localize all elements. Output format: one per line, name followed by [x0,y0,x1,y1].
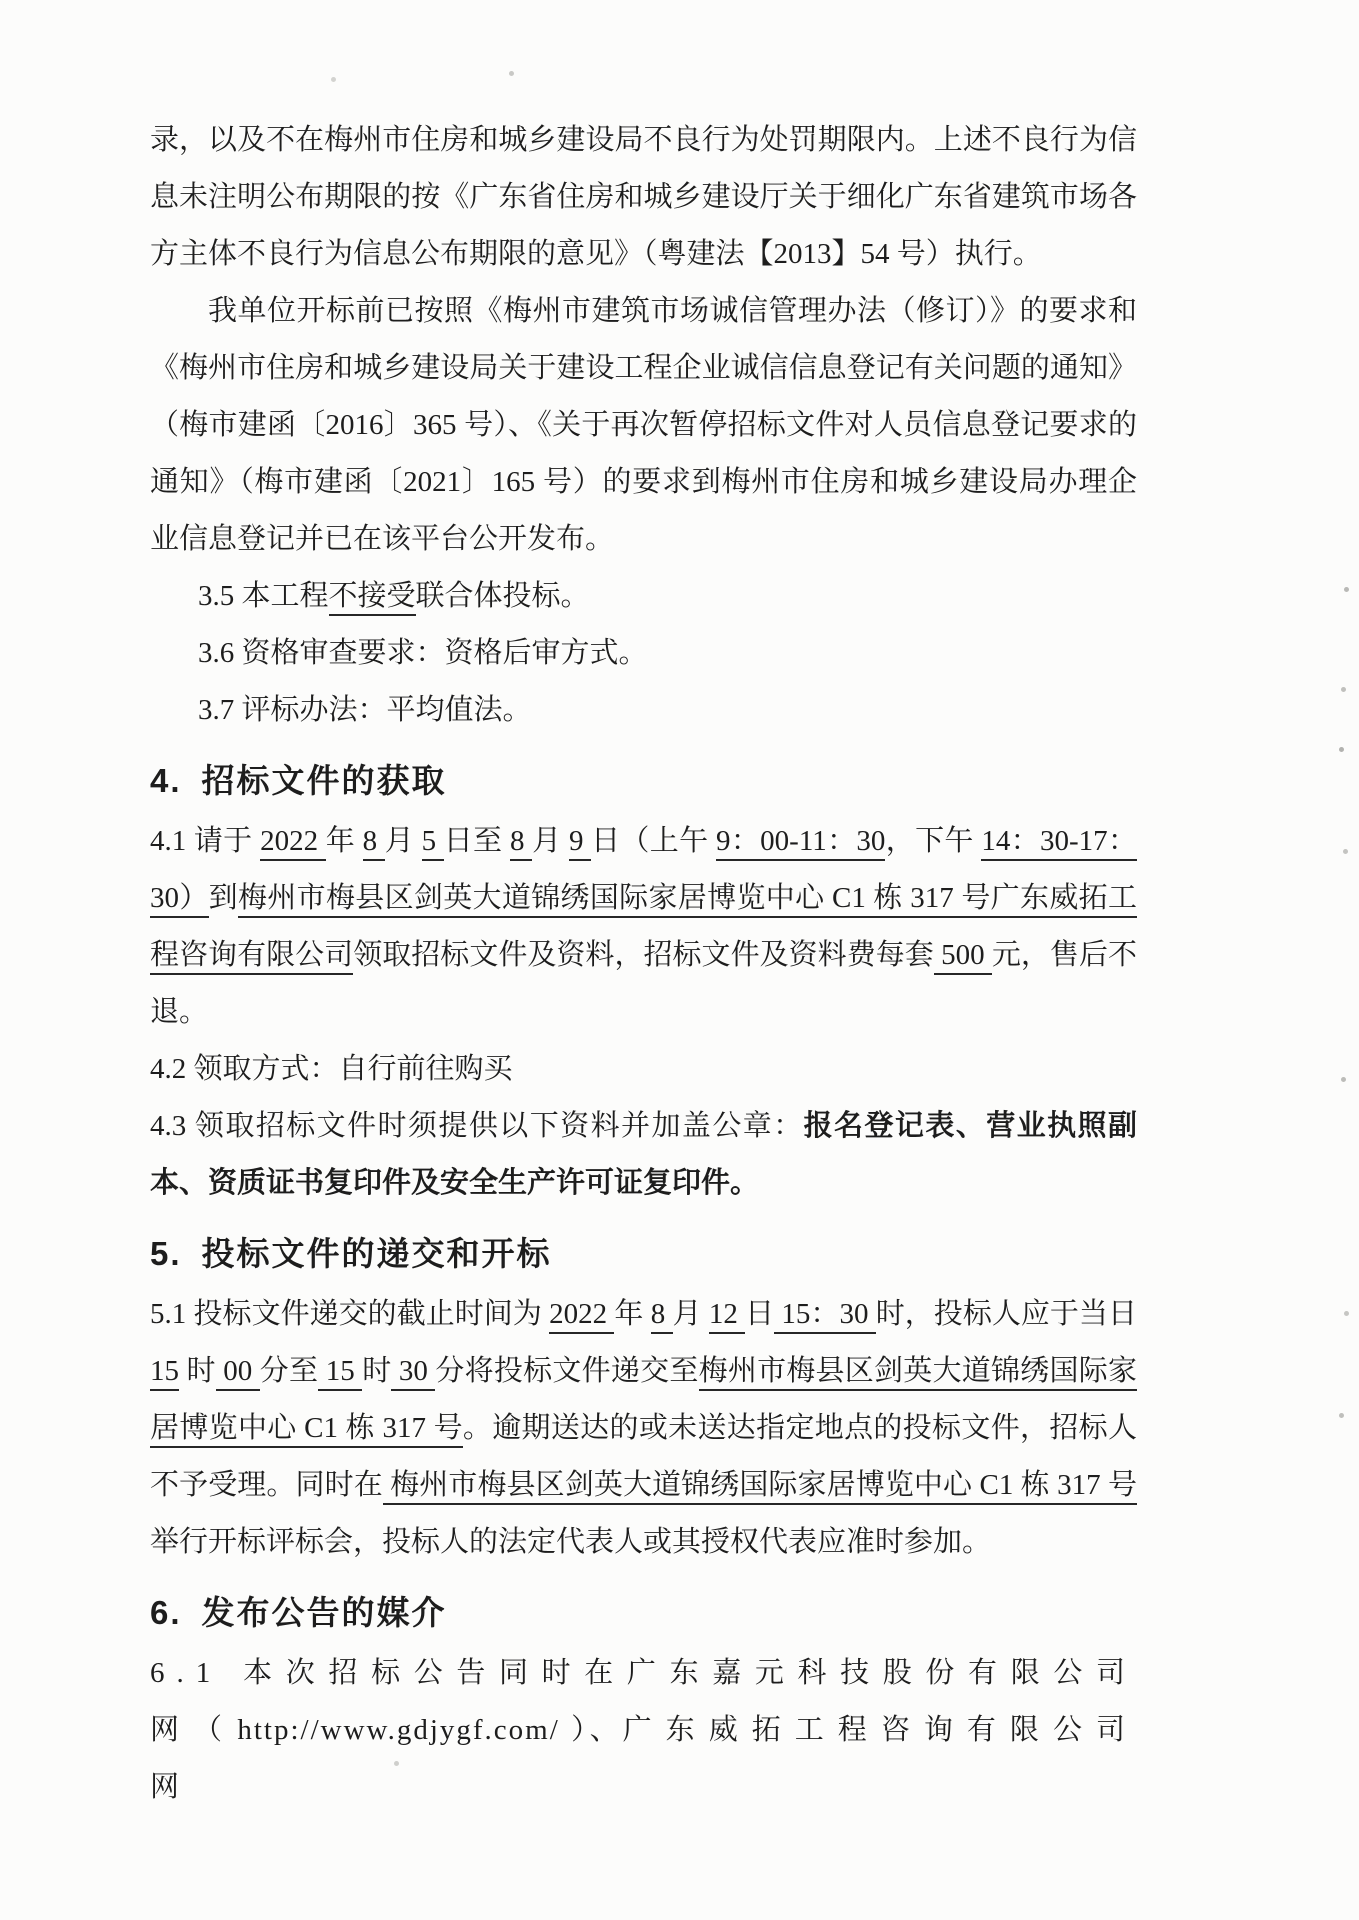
section-heading-5 [150,1232,1137,1276]
underlined-text: 15：30 [774,1298,876,1334]
text-run: 月 [672,1298,709,1330]
text-run: 时，投标人应于当日 [875,1298,1137,1330]
url-text: （ http://www.gdjygf.com/ ）、 [193,1714,623,1746]
bold-text: 报名登记表、营业执照副本、资质证书复印件及安全生产许可证复印件。 [150,1110,1137,1199]
underlined-text: 12 [709,1298,745,1334]
underlined-text: 2022 [260,825,326,861]
text-run: 时 [179,1355,216,1387]
text-run: 4.2 领取方式：自行前往购买 [150,1053,513,1085]
text-run: 月 [532,825,569,857]
underlined-text: 8 [651,1298,673,1334]
text-run: 领取招标文件及资料，招标文件及资料费每套 [353,939,934,971]
text-run: 3.6 资格审查要求：资格后审方式。 [198,637,648,669]
text-run: 日（上午 [591,825,716,857]
text-run: 时 [362,1355,392,1387]
section-heading-6 [150,1591,1137,1635]
clause-5-1 [150,1286,1137,1571]
text-run: 联合体投标。 [415,580,590,612]
underlined-text: 梅州市梅县区剑英大道锦绣国际家居博览中心 C1 栋 317 号 [383,1469,1137,1505]
text-run: 日至 [443,825,510,857]
heading-number: 4. [150,762,182,799]
heading-title: 招标文件的获取 [201,762,447,799]
text-run: 4.3 领取招标文件时须提供以下资料并加盖公章： [150,1110,804,1142]
underlined-text: 8 [363,825,385,861]
text-run: 我单位开标前已按照《梅州市建筑市场诚信管理办法（修订）》的要求和《梅州市住房和城乡建设局关于建设工程企业诚信信息登记有关问题的通知》（梅市建函〔2016〕365 号）、《关于再次暂停招标文件对人员信息登记要求的通知》（梅市建函〔2021〕165 号）的要求到梅州市住房和城乡建设局办理企业信息登记并已在该平台公开发布。 [150,295,1137,555]
heading-number: 5. [150,1235,182,1272]
underlined-text: 15 [150,1355,179,1391]
paragraph-credit-registration [150,283,1137,568]
clause-3-5 [150,568,1137,625]
clause-4-2 [150,1041,1137,1098]
scan-artifacts [0,0,3,3]
text-run: 3.5 本工程 [198,580,329,612]
text-run: 3.7 评标办法：平均值法。 [198,694,532,726]
section-heading-4 [150,759,1137,803]
document-body [150,112,1137,1816]
underlined-text: 8 [510,825,532,861]
text-run: 5.1 投标文件递交的截止时间为 [150,1298,550,1330]
text-run: 4.1 请于 [150,825,261,857]
underlined-text: 9 [569,825,591,861]
underlined-text: 梅州市梅县区剑英大道锦绣国际家居博览中心 C1 栋 317 号 [150,1355,1137,1448]
underlined-text: 500 [934,939,992,975]
clause-4-1 [150,813,1137,1041]
text-run: 举行开标评标会，投标人的法定代表人或其授权代表应准时参加。 [150,1526,992,1558]
underlined-text: 9：00-11：30 [716,825,885,861]
clause-3-7 [150,682,1137,739]
underlined-text: 14：30-17：30） [150,825,1137,918]
text-run: 到 [208,882,238,914]
clause-3-6 [150,625,1137,682]
text-run: 录，以及不在梅州市住房和城乡建设局不良行为处罚期限内。上述不良行为信息未注明公布期限的按《广东省住房和城乡建设厅关于细化广东省建筑市场各方主体不良行为信息公布期限的意见》（粤建法【2013】54 号）执行。 [150,124,1137,270]
paragraph-penalty-period [150,112,1137,283]
underlined-text: 5 [422,825,444,861]
heading-title: 发布公告的媒介 [201,1594,447,1631]
underlined-text: 15 [318,1355,362,1391]
text-run: 年 [614,1298,651,1330]
heading-title: 投标文件的递交和开标 [201,1235,552,1272]
text-run: 。逾期送达的或未送达指定地点的投标文件，招标人不予受理。同时在 [150,1412,1137,1501]
underlined-text: 不接受 [329,580,416,616]
clause-6-1 [150,1645,1137,1816]
text-run: 6.1 本次招标公告同时在广东嘉元科技股份有限公司网 [150,1657,1137,1746]
text-run: 分将投标文件递交至 [435,1355,699,1387]
text-run: 分至 [259,1355,319,1387]
text-run: 元，售后不退。 [150,939,1137,1028]
underlined-text: 梅州市梅县区剑英大道锦绣国际家居博览中心 C1 栋 317 号广东威拓工程咨询有限公司 [150,882,1137,975]
text-run: 月 [384,825,422,857]
underlined-text: 00 [216,1355,260,1391]
text-run: 日 [745,1298,775,1330]
text-run: 年 [325,825,363,857]
text-run: ，下午 [885,825,982,857]
heading-number: 6. [150,1594,182,1631]
underlined-text: 30 [391,1355,435,1391]
text-run: 广东威拓工程咨询有限公司网 [150,1714,1137,1803]
underlined-text: 2022 [549,1298,614,1334]
clause-4-3 [150,1098,1137,1212]
